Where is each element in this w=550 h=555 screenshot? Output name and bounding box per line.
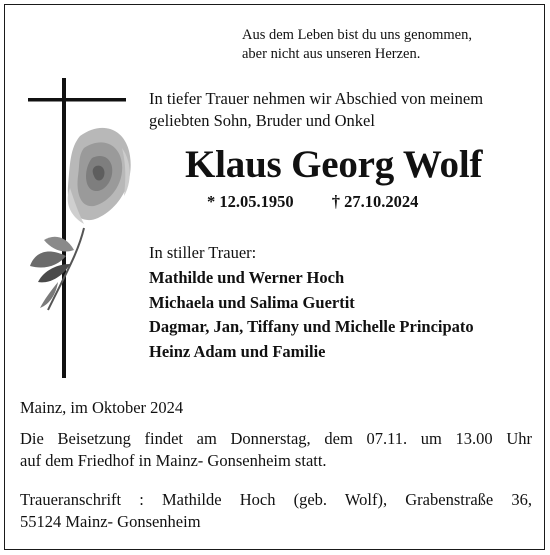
mourners-list: [149, 266, 474, 364]
motto-line: aber nicht aus unseren Herzen.: [242, 46, 421, 62]
funeral-line: auf dem Friedhof in Mainz- Gonsenheim statt.: [20, 451, 327, 470]
funeral-info: [20, 428, 532, 472]
address-line: 55124 Mainz- Gonsenheim: [20, 512, 201, 531]
mourner-name: Michaela und Salima Guertit: [149, 292, 355, 312]
latin-cross-icon: [28, 78, 126, 378]
rose-icon: [30, 128, 131, 310]
intro-line: In tiefer Trauer nehmen wir Abschied von meinem: [149, 89, 484, 108]
life-dates: [207, 192, 418, 212]
motto-line: Aus dem Leben bist du uns genommen,: [242, 27, 472, 43]
condolence-address: [20, 489, 532, 533]
mourner-name: Dagmar, Jan, Tiffany und Michelle Principato: [149, 317, 474, 336]
address-line: Traueranschrift : Mathilde Hoch (geb. Wolf), Grabenstraße 36,: [20, 490, 532, 509]
birth-date: * 12.05.1950: [207, 192, 294, 211]
motto-quote: [242, 26, 472, 64]
mourning-label: In stiller Trauer:: [149, 243, 257, 262]
mourner-name: Mathilde und Werner Hoch: [149, 268, 345, 287]
intro-line: geliebten Sohn, Bruder und Onkel: [149, 111, 375, 130]
cross-rose-illustration: [22, 78, 142, 378]
mourner-name: Heinz Adam und Familie: [149, 341, 326, 361]
intro-text: [149, 88, 483, 132]
death-date: † 27.10.2024: [331, 192, 419, 211]
place-and-date: Mainz, im Oktober 2024: [20, 398, 184, 417]
funeral-line: Die Beisetzung findet am Donnerstag, dem 07.11. um 13.00 Uhr: [20, 429, 532, 448]
deceased-name: Klaus Georg Wolf: [185, 143, 483, 186]
